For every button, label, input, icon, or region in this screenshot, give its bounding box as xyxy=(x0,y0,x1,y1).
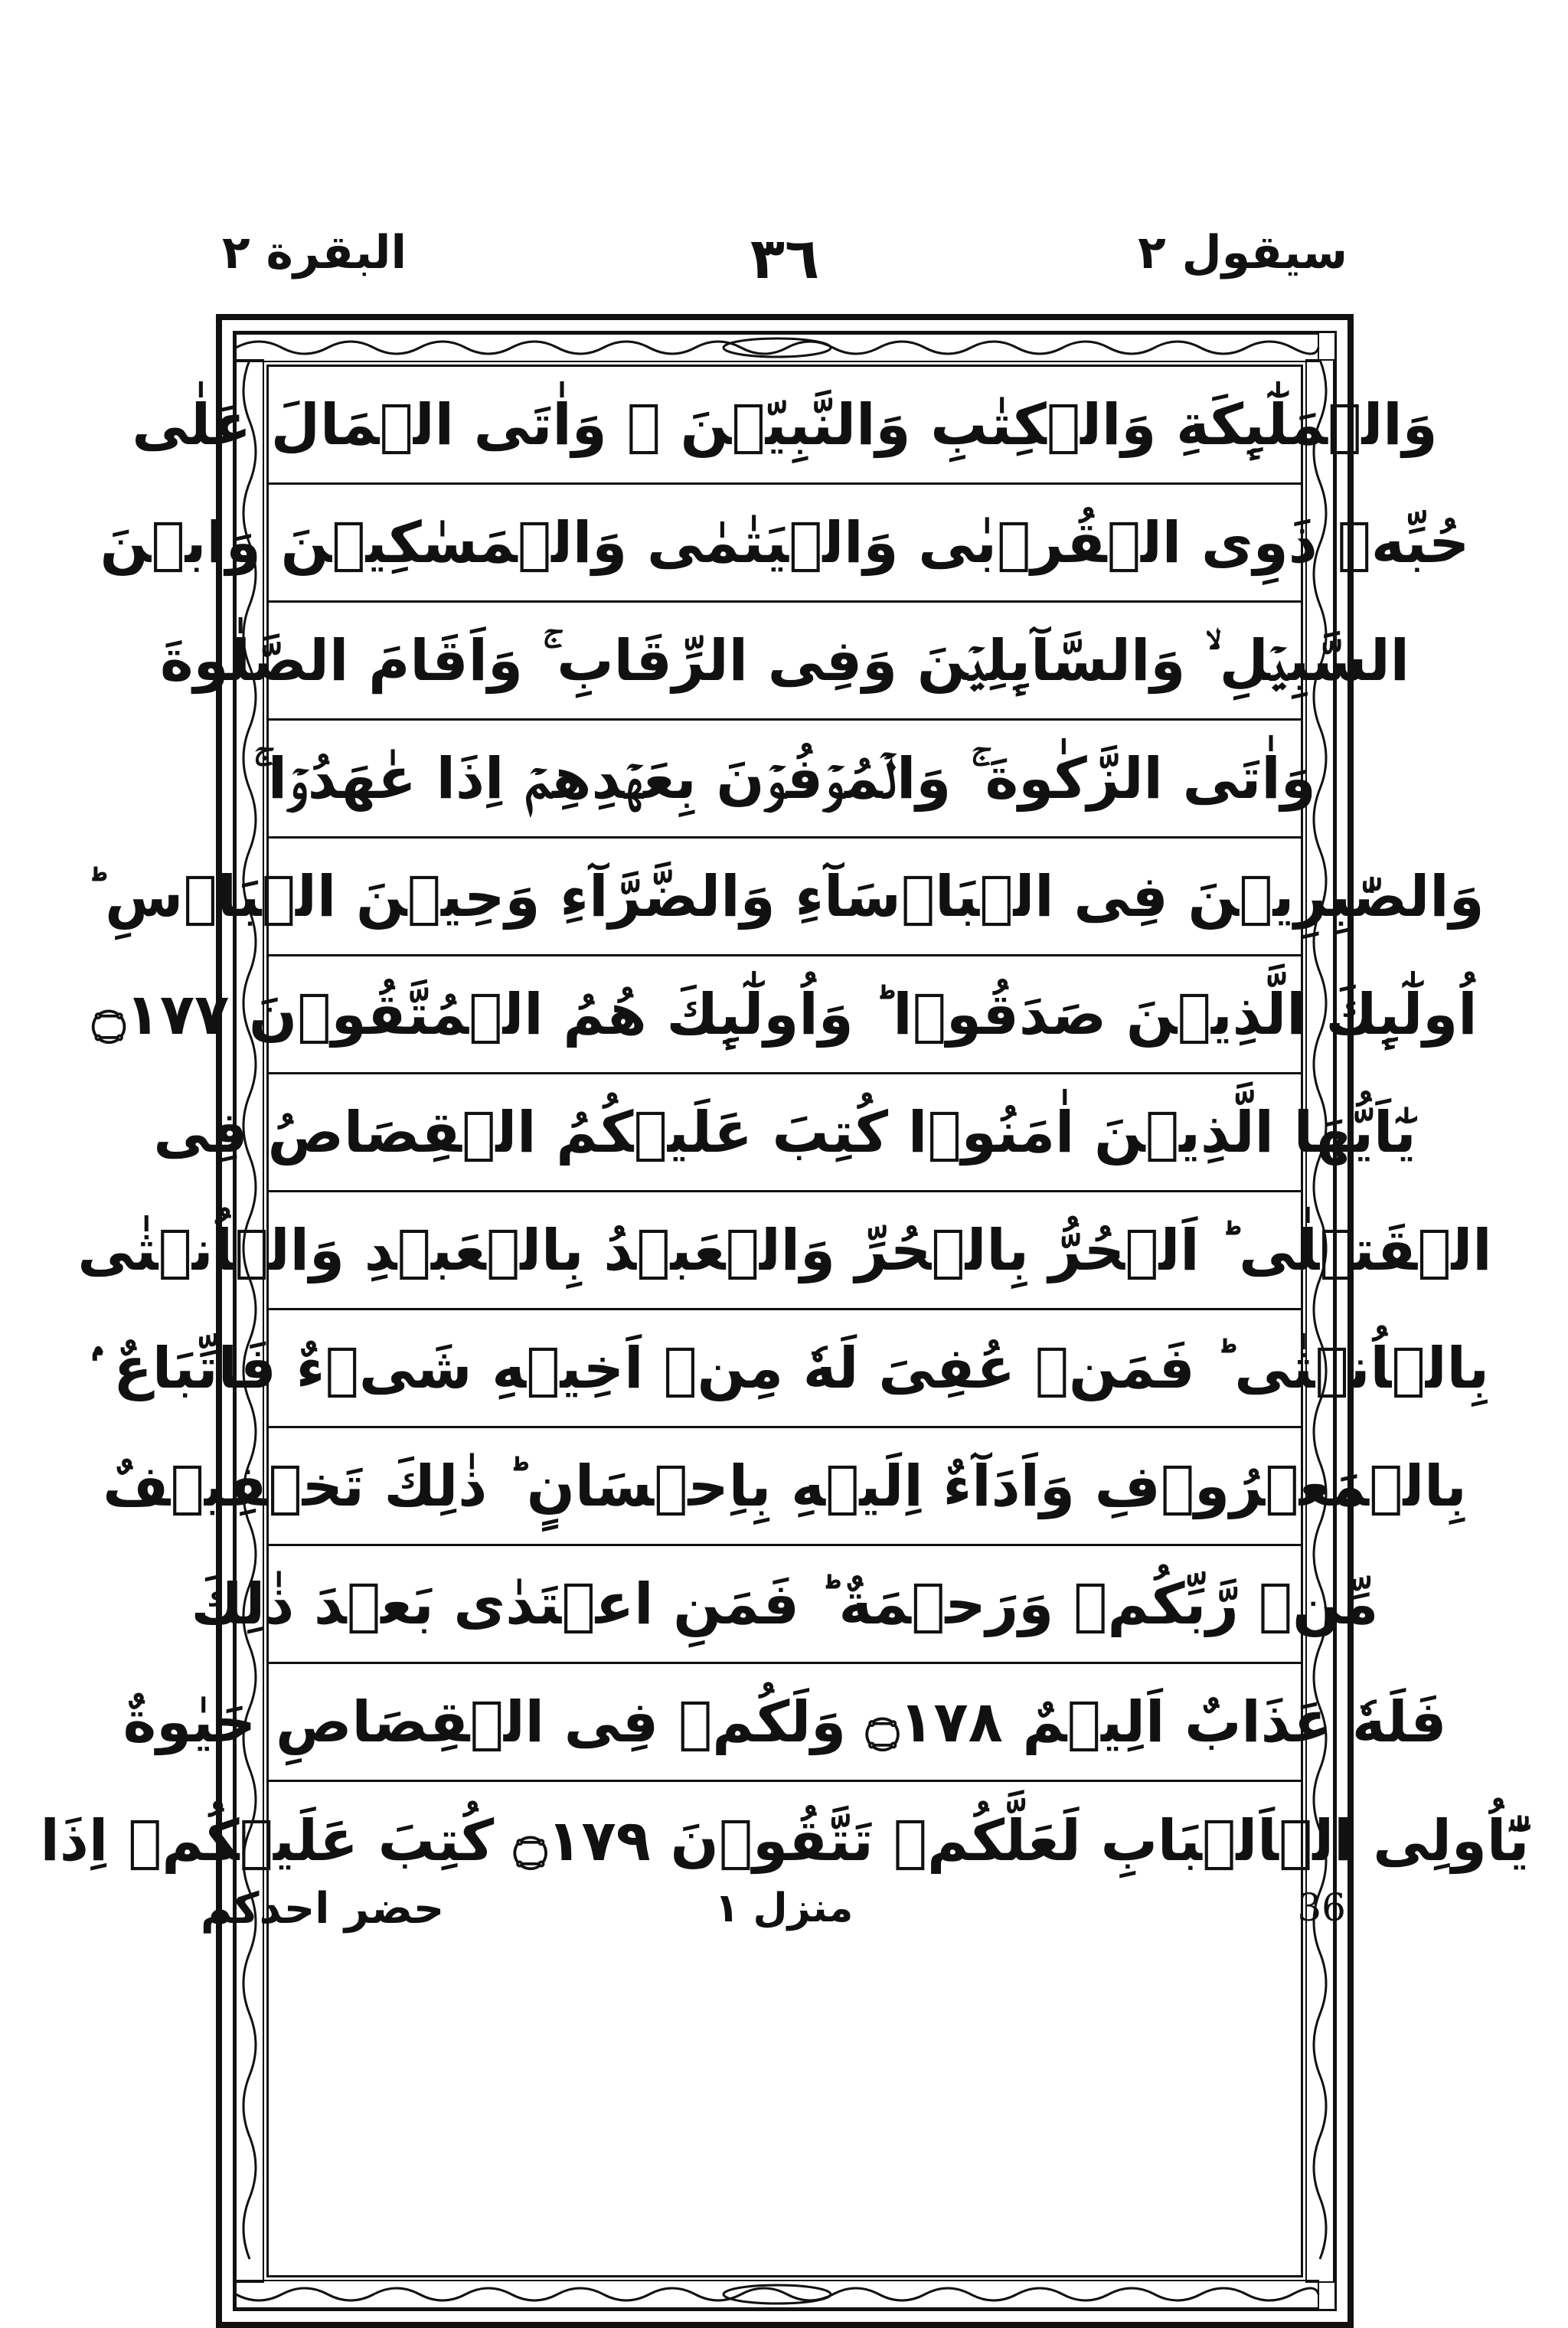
text-line-12: فَلَهٗ عَذَابٌ اَلِيۡمٌ ۝١٧٨ وَلَكُمۡ فِى الۡقِصَاصِ حَيٰوةٌ xyxy=(269,1664,1301,1782)
text-line-1: وَالۡمَلٰٓٮِٕكَةِ وَالۡكِتٰبِ وَالنَّبِيّٖنَ ۚ وَاٰتَى الۡمَالَ عَلٰى xyxy=(269,367,1301,485)
page-number-arabic: ٣٦ xyxy=(750,226,820,292)
bottom-border-ornament xyxy=(236,2281,1318,2308)
text-line-5: وَالصّٰبِرِيۡنَ فِى الۡبَاۡسَآءِ وَالضَّرَّآءِ وَحِيۡنَ الۡبَاۡسِ ؕ xyxy=(269,839,1301,956)
text-line-3: السَّبِيۡلِ ۙ وَالسَّآٮِٕلِيۡنَ وَفِى الرِّقَابِ ۚ وَاَقَامَ الصَّلٰوةَ xyxy=(269,603,1301,721)
juz-name: سيقول ٢ xyxy=(1138,226,1348,280)
next-page-catchword: حضر احدكم xyxy=(201,1884,445,1934)
top-border-ornament xyxy=(236,334,1318,361)
text-line-2: حُبِّهٖ ذَوِى الۡقُرۡبٰى وَالۡيَتٰمٰى وَالۡمَسٰكِيۡنَ وَابۡنَ xyxy=(269,485,1301,603)
text-line-9: بِالۡاُنۡثٰى ؕ فَمَنۡ عُفِىَ لَهٗ مِنۡ اَخِيۡهِ شَىۡءٌ فَاتِّبَاعٌ ۢ xyxy=(269,1310,1301,1428)
ornamental-frame xyxy=(40,314,1530,2328)
manzil-label: منزل ١ xyxy=(714,1885,854,1931)
surah-name: البقرة ٢ xyxy=(222,226,407,280)
text-line-10: بِالۡمَعۡرُوۡفِ وَاَدَآءٌ اِلَيۡهِ بِاِحۡسَانٍ ؕ ذٰلِكَ تَخۡفِيۡفٌ xyxy=(269,1428,1301,1546)
text-line-8: الۡقَتۡلٰى ؕ اَلۡحُرُّ بِالۡحُرِّ وَالۡعَبۡدُ بِالۡعَبۡدِ وَالۡاُنۡثٰى xyxy=(269,1192,1301,1310)
text-line-7: يٰٓاَيُّهَا الَّذِيۡنَ اٰمَنُوۡا كُتِبَ عَلَيۡكُمُ الۡقِصَاصُ فِى xyxy=(269,1074,1301,1192)
page-header xyxy=(222,226,1348,310)
text-line-11: مِّنۡ رَّبِّكُمۡ وَرَحۡمَةٌ ؕ فَمَنِ اعۡتَدٰى بَعۡدَ ذٰلِكَ xyxy=(269,1546,1301,1664)
text-line-13: يّٰٓاُولِى الۡاَلۡبَابِ لَعَلَّكُمۡ تَتَّقُوۡنَ ۝١٧٩ كُتِبَ عَلَيۡكُمۡ اِذَا xyxy=(40,1808,1530,1874)
page-number: 36 xyxy=(1297,1885,1346,1930)
text-line-4: وَاٰتَى الزَّكٰوةَ ۚ وَالۡمُوۡفُوۡنَ بِعَهۡدِهِمۡ اِذَا عٰهَدُوۡا ۚ xyxy=(269,721,1301,839)
text-line-6: اُولٰٓٮِٕكَ الَّذِيۡنَ صَدَقُوۡا ؕ وَاُولٰٓٮِٕكَ هُمُ الۡمُتَّقُوۡنَ ۝١٧٧ xyxy=(269,956,1301,1074)
